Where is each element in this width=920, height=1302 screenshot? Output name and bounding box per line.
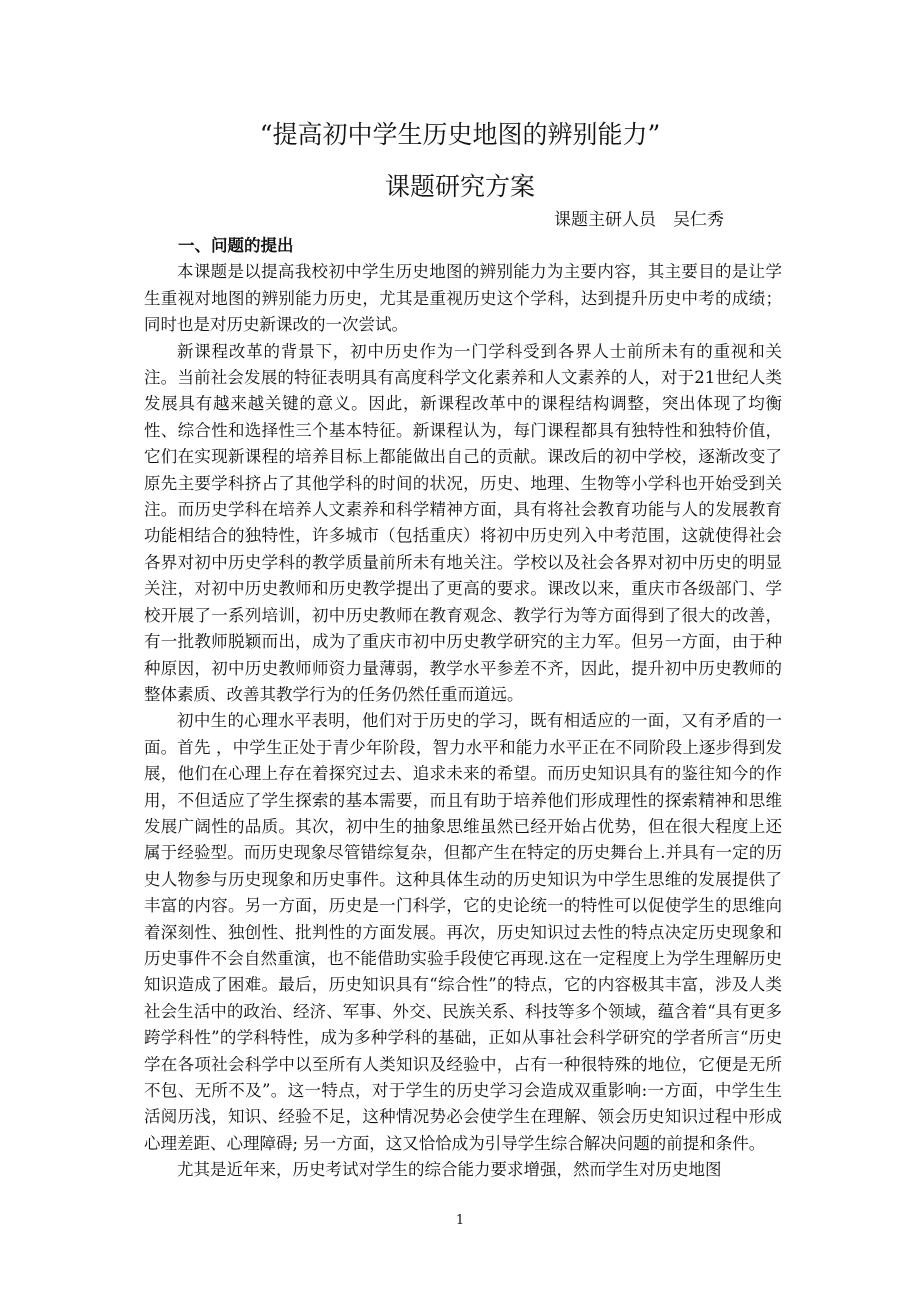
author-line: 课题主研人员 吴仁秀 [554, 210, 724, 230]
paragraph: 初中生的心理水平表明，他们对于历史的学习，既有相适应的一面，又有矛盾的一面。首先 ，中学生正处于青少年阶段，智力水平和能力水平正在不同阶段上逐步得到发展，他们在心理上存在着探究过去、追求未来的希望。而历史知识具有的鉴往知今的作用，不但适应了学生探索的基本需要，而且有助于培养他们形成理性的探索精神和思维发展广阔性的品质。其次，初中生的抽象思维虽然已经开始占优势，但在很大程度上还属于经验型。而历史现象尽管错综复杂，但都产生在特定的历史舞台上.并具有一定的历史人物参与历史现象和历史事件。这种具体生动的历史知识为中学生思维的发展提供了丰富的内容。另一方面，历史是一门科学，它的史论统一的特性可以促使学生的思维向着深刻性、独创性、批判性的方面发展。再次，历史知识过去性的特点决定历史现象和历史事件不会自然重演，也不能借助实验手段使它再现.这在一定程度上为学生理解历史知识造成了困难。最后，历史知识具有“综合性”的特点，它的内容极其丰富，涉及人类社会生活中的政治、经济、军事、外交、民族关系、科技等多个领域，蕴含着“具有更多跨学科性”的学科特性，成为多种学科的基础，正如从事社会科学研究的学者所言“历史学在各项社会科学中以至所有人类知识及经验中，占有一种很特殊的地位，它便是无所不包、无所不及”。这一特点，对于学生的历史学习会造成双重影响:一方面，中学生生活阅历浅，知识、经验不足，这种情况势必会使学生在理解、领会历史知识过程中形成心理差距、心理障碍; 另一方面，这又恰恰成为引导学生综合解决问题的前提和条件。 [144, 711, 782, 1153]
paragraph: 新课程改革的背景下，初中历史作为一门学科受到各界人士前所未有的重视和关注。当前社会发展的特征表明具有高度科学文化素养和人文素养的人，对于21世纪人类发展具有越来越关键的意义。因此，新课程改革中的课程结构调整，突出体现了均衡性、综合性和选择性三个基本特征。新课程认为，每门课程都具有独特性和独特价值，它们在实现新课程的培养目标上都能做出自己的贡献。课改后的初中学校，逐渐改变了原先主要学科挤占了其他学科的时间的状况，历史、地理、生物等小学科也开始受到关注。而历史学科在培养人文素养和科学精神方面，具有将社会教育功能与人的发展教育功能相结合的独特性，许多城市（包括重庆）将初中历史列入中考范围，这就使得社会各界对初中历史学科的教学质量前所未有地关注。学校以及社会各界对初中历史的明显关注，对初中历史教师和历史教学提出了更高的要求。课改以来，重庆市各级部门、学校开展了一系列培训，初中历史教师在教育观念、教学行为等方面得到了很大的改善，有一批教师脱颖而出，成为了重庆市初中历史教学研究的主力军。但另一方面，由于种种原因，初中历史教师师资力量薄弱，教学水平参差不齐，因此，提升初中历史教师的整体素质、改善其教学行为的任务仍然任重而道远。 [144, 341, 782, 704]
paragraph: 本课题是以提高我校初中学生历史地图的辨别能力为主要内容，其主要目的是让学生重视对地图的辨别能力历史，尤其是重视历史这个学科，达到提升历史中考的成绩；同时也是对历史新课改的一次尝试。 [144, 262, 782, 335]
document-title: “提高初中学生历史地图的辨别能力” [259, 120, 661, 149]
document-body [144, 233, 782, 1184]
paragraph: 尤其是近年来，历史考试对学生的综合能力要求增强，然而学生对历史地图 [177, 1160, 722, 1180]
document-subtitle: 课题研究方案 [384, 172, 535, 201]
page-number: 1 [455, 1213, 465, 1228]
section-heading: 一、问题的提出 [178, 236, 294, 255]
